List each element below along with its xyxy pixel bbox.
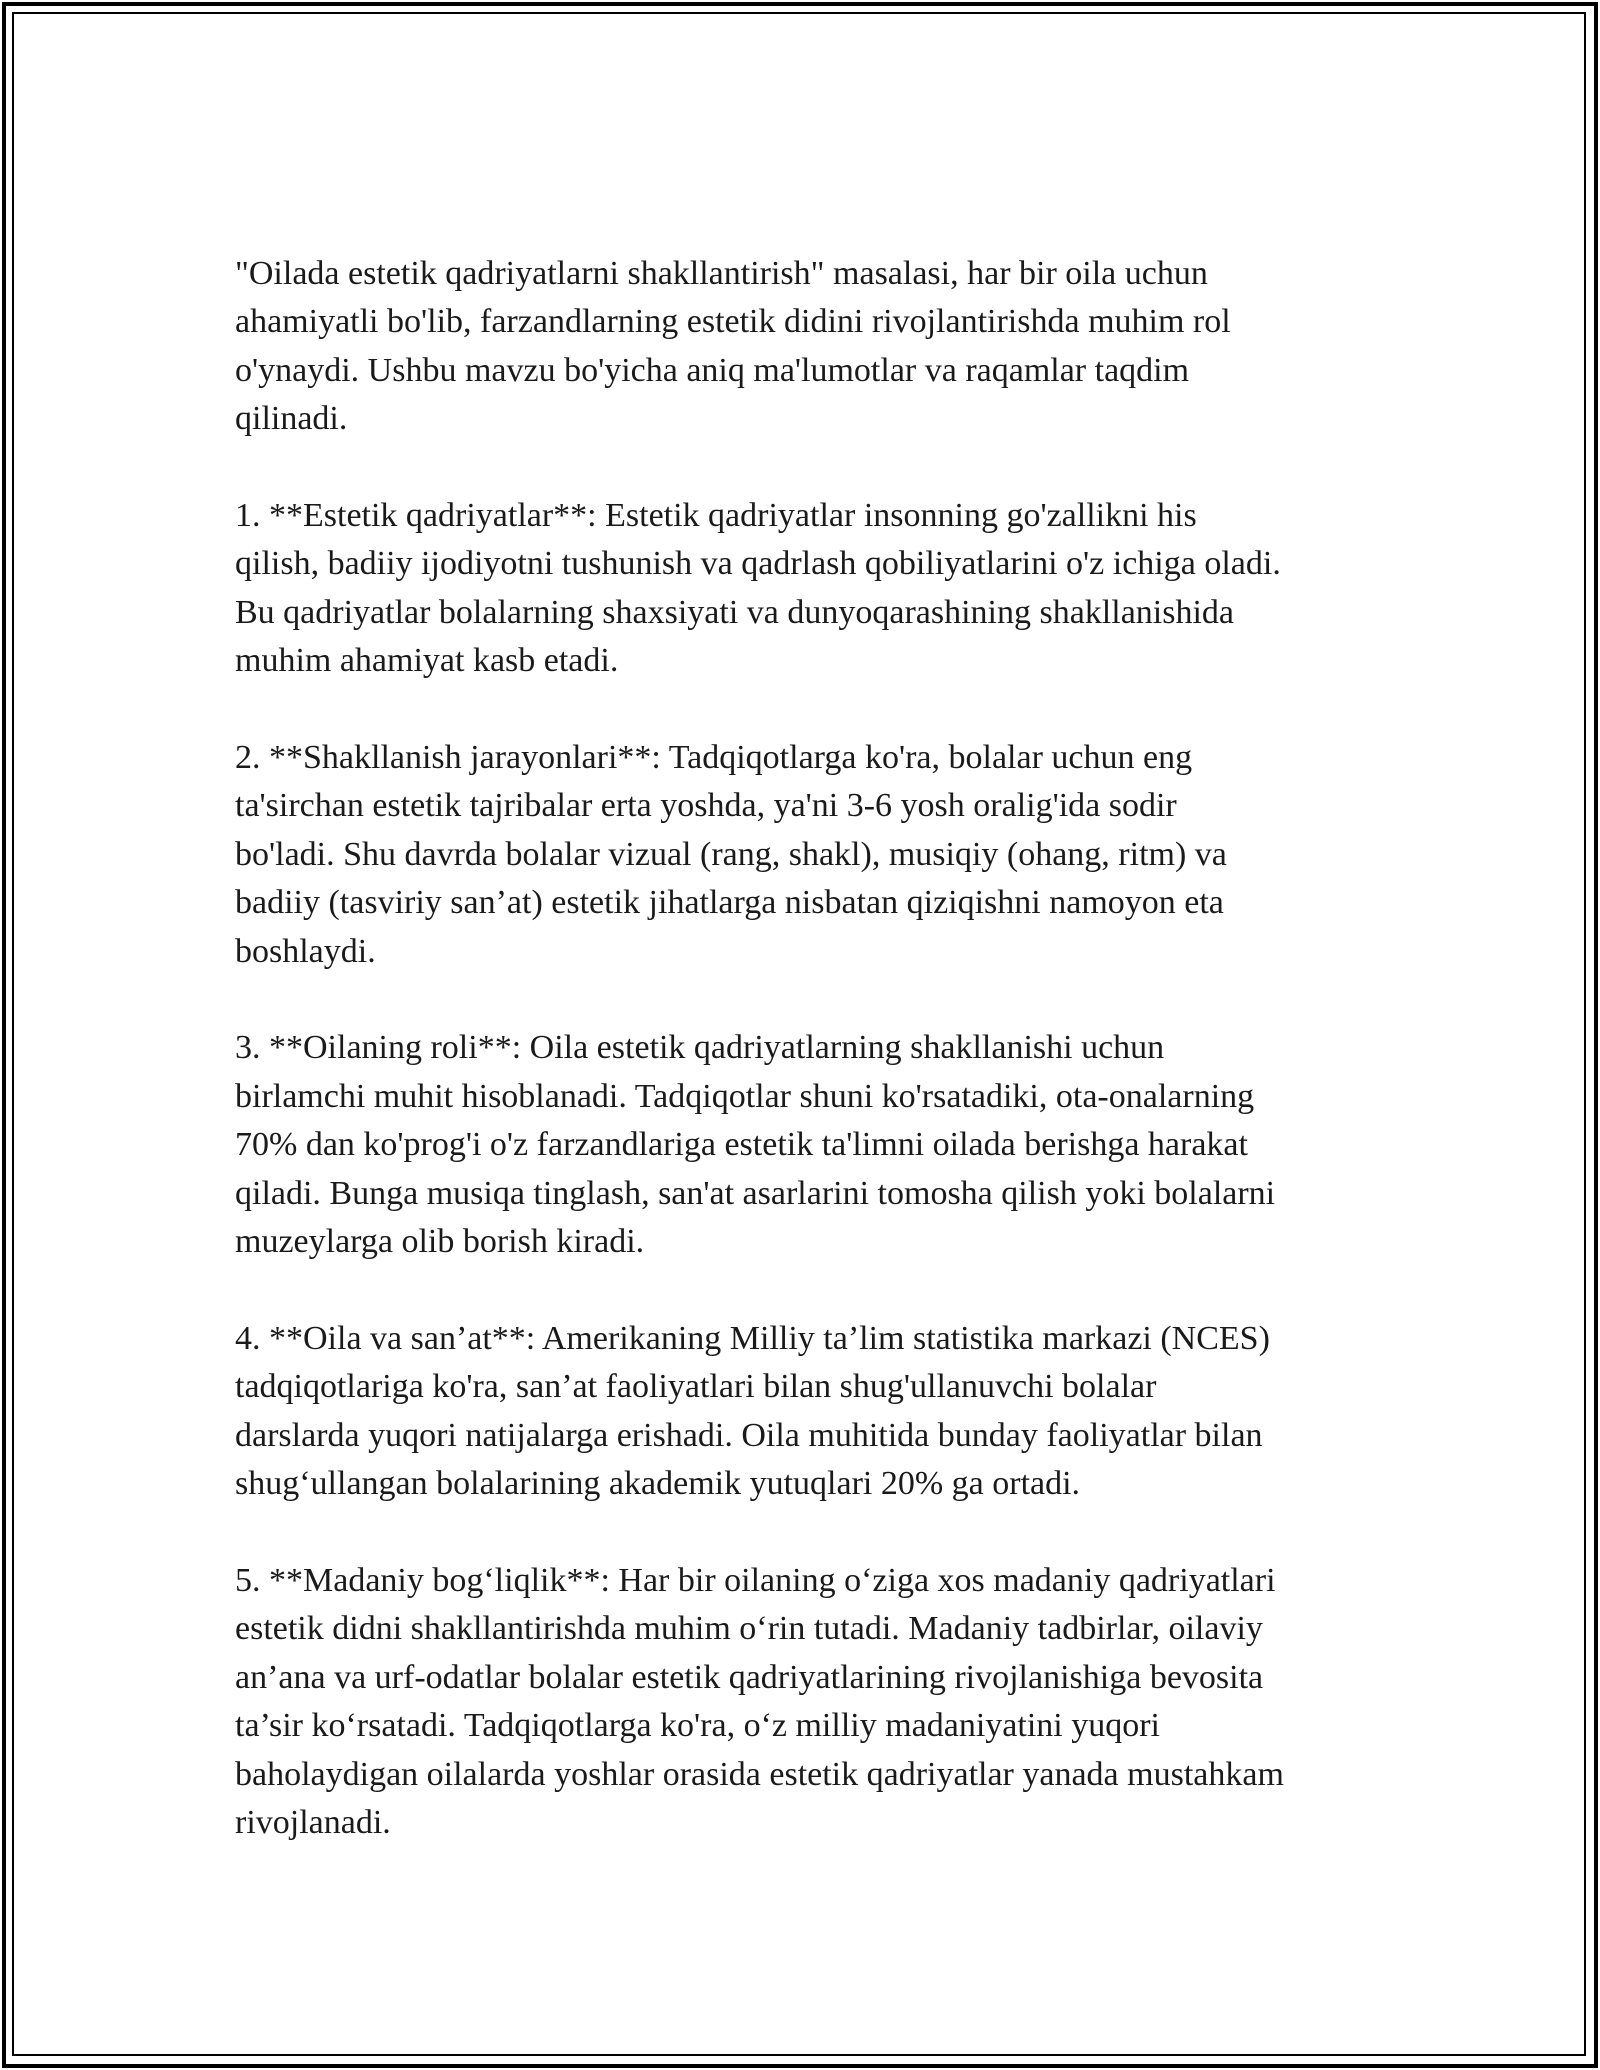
text-line: tadqiqotlariga ko'ra, san’at faoliyatlari bilan shug'ullanuvchi bolalar [235,1368,1157,1406]
text-line: ta'sirchan estetik tajribalar erta yoshda, ya'ni 3-6 yosh oralig'ida sodir [235,787,1177,825]
paragraph-item-4 [235,1315,1375,1509]
text-line: bo'ladi. Shu davrda bolalar vizual (rang, shakl), musiqiy (ohang, ritm) va [235,835,1227,873]
document-body [235,250,1375,1896]
text-line: baholaydigan oilalarda yoshlar orasida estetik qadriyatlar yanada mustahkam [235,1755,1284,1793]
text-line: muhim ahamiyat kasb etadi. [235,642,619,680]
text-line: muzeylarga olib borish kiradi. [235,1223,645,1261]
paragraph-item-2 [235,734,1375,976]
text-line: 5. **Madaniy bog‘liqlik**: Har bir oilaning o‘ziga xos madaniy qadriyatlari [235,1561,1276,1599]
text-line: birlamchi muhit hisoblanadi. Tadqiqotlar shuni ko'rsatadiki, ota-onalarning [235,1077,1255,1115]
text-line: rivojlanadi. [235,1803,391,1841]
text-line: badiiy (tasviriy san’at) estetik jihatlarga nisbatan qiziqishni namoyon eta [235,884,1224,922]
paragraph-item-5 [235,1557,1375,1847]
text-line: 70% dan ko'prog'i o'z farzandlariga estetik ta'limni oilada berishga harakat [235,1126,1248,1164]
text-line: qilinadi. [235,400,348,438]
text-line: shug‘ullangan bolalarining akademik yutuqlari 20% ga ortadi. [235,1465,1081,1503]
text-line: 3. **Oilaning roli**: Oila estetik qadriyatlarning shakllanishi uchun [235,1029,1165,1067]
text-line: 1. **Estetik qadriyatlar**: Estetik qadriyatlar insonning go'zallikni his [235,497,1197,535]
paragraph-intro [235,250,1375,444]
text-line: darslarda yuqori natijalarga erishadi. Oila muhitida bunday faoliyatlar bilan [235,1416,1263,1454]
text-line: 2. **Shakllanish jarayonlari**: Tadqiqotlarga ko'ra, bolalar uchun eng [235,739,1193,777]
text-line: ahamiyatli bo'lib, farzandlarning estetik didini rivojlantirishda muhim rol [235,303,1231,341]
text-line: 4. **Oila va san’at**: Amerikaning Milliy ta’lim statistika markazi (NCES) [235,1319,1270,1357]
text-line: "Oilada estetik qadriyatlarni shakllantirish" masalasi, har bir oila uchun [235,255,1208,292]
text-line: qilish, badiiy ijodiyotni tushunish va qadrlash qobiliyatlarini o'z ichiga oladi. [235,545,1281,583]
text-line: Bu qadriyatlar bolalarning shaxsiyati va dunyoqarashining shakllanishida [235,593,1234,631]
paragraph-item-3 [235,1024,1375,1266]
text-line: o'ynaydi. Ushbu mavzu bo'yicha aniq ma'lumotlar va raqamlar taqdim [235,351,1190,389]
paragraph-item-1 [235,492,1375,686]
text-line: qiladi. Bunga musiqa tinglash, san'at asarlarini tomosha qilish yoki bolalarni [235,1174,1276,1212]
text-line: boshlaydi. [235,932,376,970]
text-line: estetik didni shakllantirishda muhim o‘rin tutadi. Madaniy tadbirlar, oilaviy [235,1610,1263,1648]
text-line: an’ana va urf-odatlar bolalar estetik qadriyatlarining rivojlanishiga bevosita [235,1658,1264,1696]
text-line: ta’sir ko‘rsatadi. Tadqiqotlarga ko'ra, o‘z milliy madaniyatini yuqori [235,1707,1160,1745]
